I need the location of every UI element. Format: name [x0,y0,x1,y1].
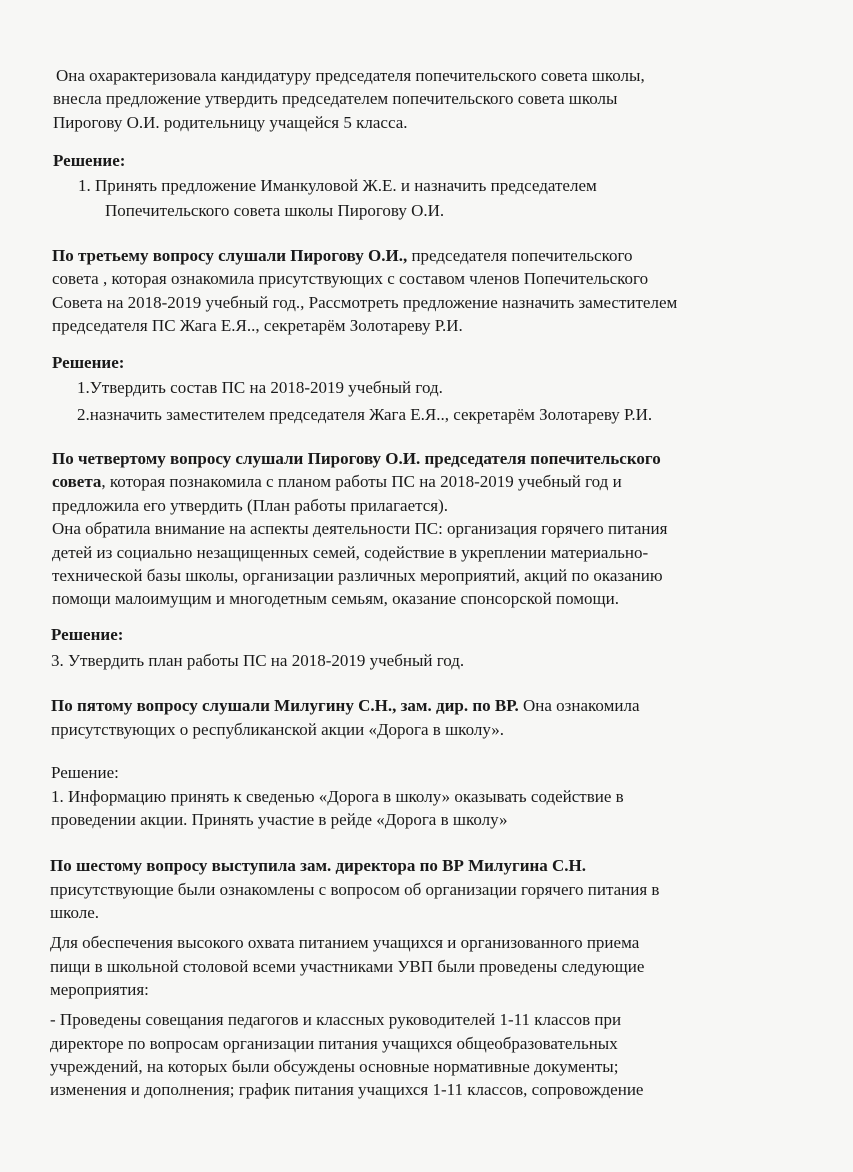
q4-line-5: детей из социально незащищенных семей, содействие в укреплении материально- [52,543,649,562]
q4-line-6: технической базы школы, организации различных мероприятий, акций по оказанию [52,566,663,585]
q3-line-2: совета , которая ознакомила присутствующих с составом членов Попечительского [52,269,649,288]
decision-4-line-2: проведении акции. Принять участие в рейде «Дорога в школу» [51,810,508,829]
q6-line-1: По шестому вопросу выступила зам. директора по ВР Милугина С.Н. [50,856,587,875]
q4-line-2-bold: совета [52,472,102,491]
q6-line-7: - Проведены совещания педагогов и классных руководителей 1-11 классов при [50,1010,622,1029]
q5-speaker: По пятому вопросу слушали Милугину С.Н., зам. дир. по ВР. [51,696,519,715]
intro-line-2: внесла предложение утвердить председателем попечительского совета школы [53,89,618,108]
decision-2-heading: Решение: [52,353,125,372]
decision-3-item: 3. Утвердить план работы ПС на 2018-2019 учебный год. [51,651,465,670]
q4-line-2 [52,472,622,492]
q6-line-8: директоре по вопросам организации питания учащихся общеобразовательных [50,1034,618,1053]
q6-line-10: изменения и дополнения; график питания учащихся 1-11 классов, сопровождение [50,1080,644,1099]
q4-line-2-rest: , которая познакомила с планом работы ПС на 2018-2019 учебный год и [101,472,622,491]
q6-line-2: присутствующие были ознакомлены с вопросом об организации горячего питания в [50,880,660,899]
q3-line-1-rest: председателя попечительского [407,246,633,265]
decision-2-item-2: 2.назначить заместителем председателя Жага Е.Я.., секретарём Золотареву Р.И. [77,405,653,424]
q3-line-4: председателя ПС Жага Е.Я.., секретарём Золотареву Р.И. [52,316,463,335]
q5-line-1 [51,696,640,716]
decision-1-heading: Решение: [53,151,126,170]
q6-line-5: пищи в школьной столовой всеми участниками УВП были проведены следующие [50,957,645,976]
q6-line-9: учреждений, на которых были обсуждены основные нормативные документы; [50,1057,619,1076]
decision-4-line-1: 1. Информацию принять к сведенью «Дорога в школу» оказывать содействие в [51,787,624,806]
q4-line-7: помощи малоимущим и многодетным семьям, оказание спонсорской помощи. [52,589,619,608]
q6-line-3: школе. [50,903,100,922]
q3-speaker: По третьему вопросу слушали Пирогову О.И., [52,246,408,265]
intro-line-1: Она охарактеризовала кандидатуру председателя попечительского совета школы, [56,66,645,85]
q5-line-2: присутствующих о республиканской акции «Дорога в школу». [51,720,504,739]
q4-line-1: По четвертому вопросу слушали Пирогову О.И. председателя попечительского [52,449,661,468]
q3-line-3: Совета на 2018-2019 учебный год., Рассмотреть предложение назначить заместителем [52,293,678,312]
q3-line-1 [52,246,633,266]
decision-4-heading: Решение: [51,763,119,782]
intro-line-3: Пирогову О.И. родительницу учащейся 5 класса. [53,113,408,132]
q6-line-4: Для обеспечения высокого охвата питанием учащихся и организованного приема [50,933,640,952]
decision-1-item-line-2: Попечительского совета школы Пирогову О.И. [105,201,445,220]
q4-line-4: Она обратила внимание на аспекты деятельности ПС: организация горячего питания [52,519,668,538]
decision-2-item-1: 1.Утвердить состав ПС на 2018-2019 учебный год. [77,378,443,397]
q6-line-6: мероприятия: [50,980,149,999]
decision-3-heading: Решение: [51,625,124,644]
q4-line-3: предложила его утвердить (План работы прилагается). [52,496,449,515]
decision-1-item-line-1: 1. Принять предложение Иманкуловой Ж.Е. и назначить председателем [78,176,597,195]
q5-line-1-rest: Она ознакомила [518,696,640,715]
